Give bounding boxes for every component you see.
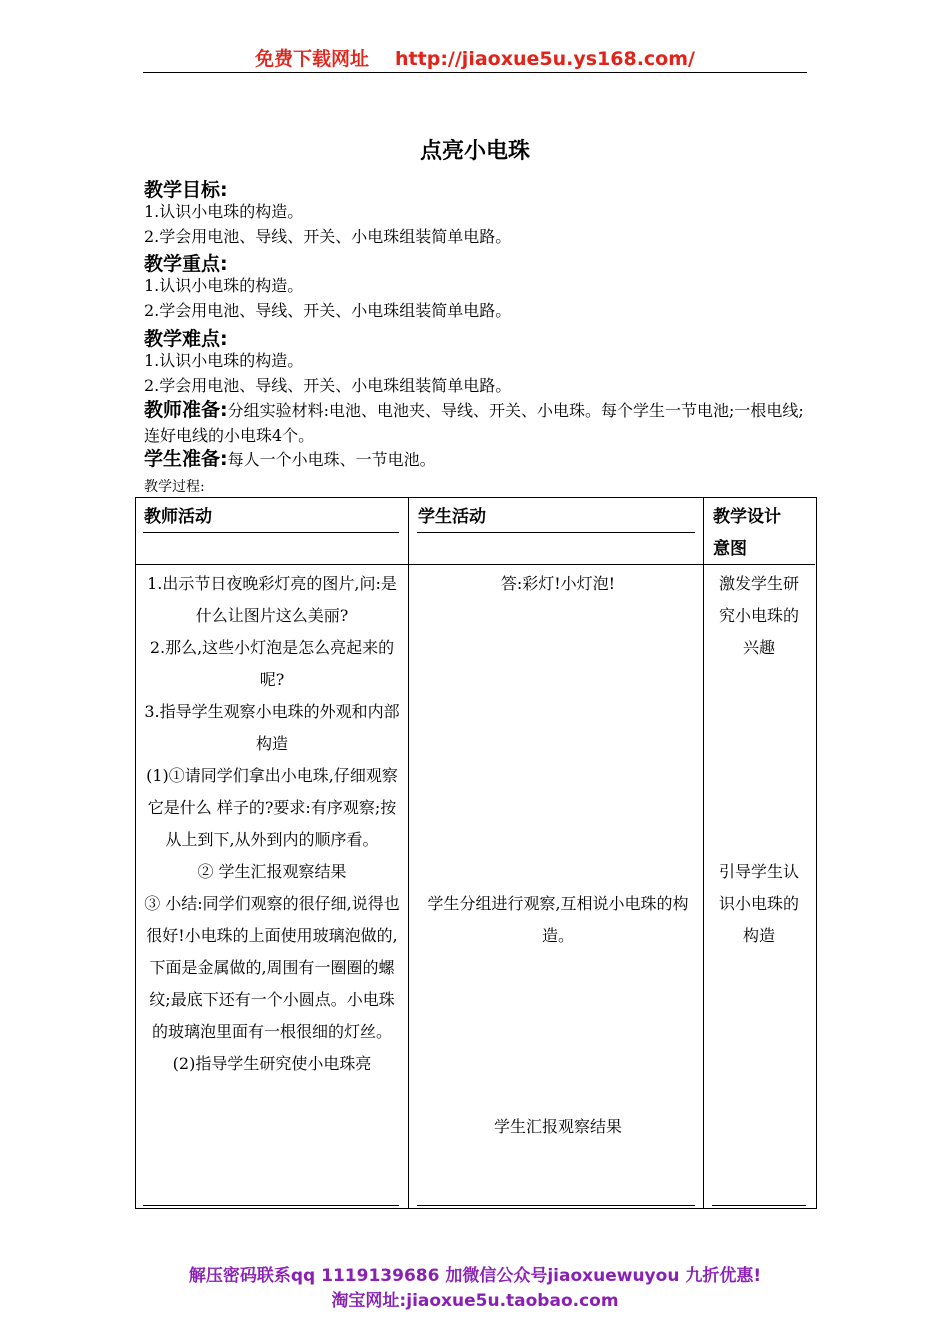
- student-answer: 答:彩灯!小灯泡!: [500, 574, 616, 593]
- header-student-activity: 学生活动: [418, 507, 486, 527]
- difficult-point-item: 1.认识小电珠的构造。: [144, 351, 304, 370]
- difficult-points-heading: 教学难点:: [144, 328, 228, 350]
- process-label: 教学过程:: [144, 479, 205, 495]
- teacher-step: 3.指导学生观察小电珠的外观和内部构造: [144, 702, 400, 753]
- teacher-activity-cell: [142, 568, 402, 1080]
- intent-interest: 激发学生研究小电珠的兴趣: [718, 574, 799, 657]
- difficult-point-item: 2.学会用电池、导线、开关、小电珠组装简单电路。: [144, 376, 512, 395]
- teacher-prep-text: 分组实验材料:电池、电池夹、导线、开关、小电珠。每个学生一节电池;一根电线;连好电线的小电珠4个。: [144, 401, 804, 445]
- cell-underline: [143, 1205, 399, 1206]
- student-prep: [144, 447, 810, 472]
- key-point-item: 2.学会用电池、导线、开关、小电珠组装简单电路。: [144, 301, 512, 320]
- student-prep-heading: 学生准备:: [144, 448, 228, 470]
- goals-heading: 教学目标:: [144, 179, 228, 201]
- intent-structure: 引导学生认识小电珠的构造: [718, 862, 799, 945]
- goal-item: 2.学会用电池、导线、开关、小电珠组装简单电路。: [144, 227, 512, 246]
- header-divider: [143, 72, 807, 73]
- page-title: 点亮小电珠: [419, 139, 530, 164]
- key-point-item: 1.认识小电珠的构造。: [144, 276, 304, 295]
- key-points-heading: 教学重点:: [144, 253, 228, 275]
- header-design-intent: 教学设计意图: [713, 507, 781, 559]
- download-header: [143, 44, 807, 71]
- student-observation: 学生分组进行观察,互相说小电珠的构造。: [427, 894, 689, 945]
- student-prep-text: 每人一个小电珠、一节电池。: [227, 450, 436, 469]
- column-divider: [703, 497, 704, 1208]
- teacher-step: ③ 小结:同学们观察的很仔细,说得也很好!小电珠的上面使用玻璃泡做的,下面是金属做的,周围有一圈圈的螺纹;最底下还有一个小圆点。小电珠的玻璃泡里面有一根很细的灯丝。: [144, 894, 400, 1041]
- teacher-step: (2)指导学生研究使小电珠亮: [172, 1054, 372, 1073]
- cell-underline: [417, 1205, 695, 1206]
- header-teacher-activity: 教师活动: [144, 507, 212, 527]
- footer-shop-url[interactable]: 淘宝网址:jiaoxue5u.taobao.com: [331, 1291, 619, 1311]
- column-divider: [408, 497, 409, 1208]
- free-download-label: 免费下载网址: [255, 48, 370, 70]
- teacher-step: (1)①请同学们拿出小电珠,仔细观察它是什么 样子的?要求:有序观察;按从上到下,从外到内的顺序看。: [146, 766, 398, 849]
- goal-item: 1.认识小电珠的构造。: [144, 202, 304, 221]
- teacher-step: 2.那么,这些小灯泡是怎么亮起来的呢?: [149, 638, 395, 689]
- teacher-step: 1.出示节日夜晚彩灯亮的图片,问:是什么让图片这么美丽?: [147, 574, 397, 625]
- student-report: 学生汇报观察结果: [493, 1117, 622, 1136]
- footer-contact: 解压密码联系qq 1119139686 加微信公众号jiaoxuewuyou 九折优惠!: [188, 1266, 762, 1286]
- download-url-link[interactable]: http://jiaoxue5u.ys168.com/: [395, 48, 695, 70]
- teacher-prep: [144, 398, 810, 448]
- cell-underline: [712, 1205, 806, 1206]
- teacher-prep-heading: 教师准备:: [144, 399, 228, 421]
- teacher-step: ② 学生汇报观察结果: [197, 862, 347, 881]
